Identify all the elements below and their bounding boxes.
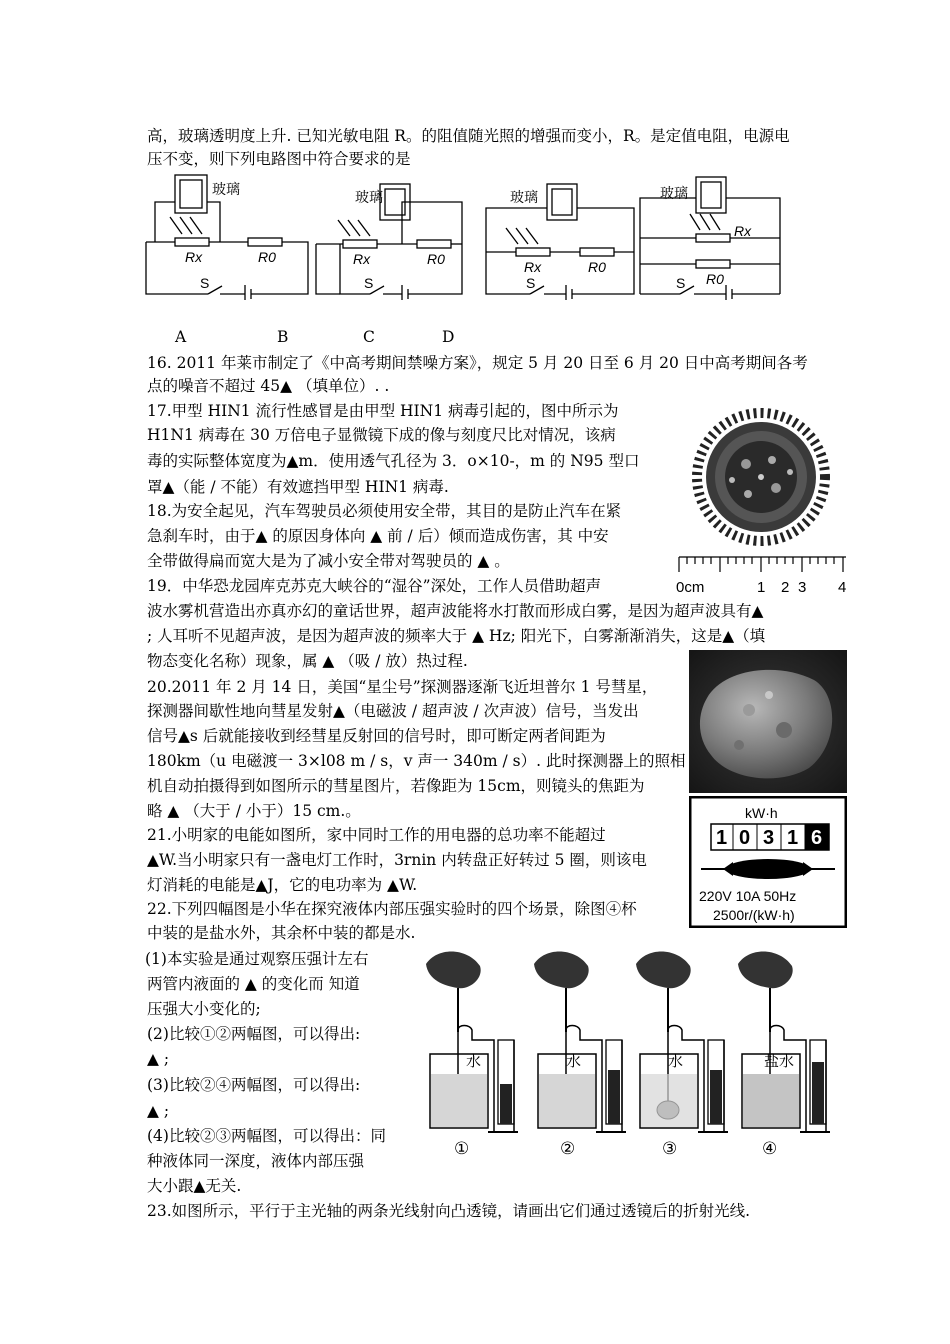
ruler-tick-1: 1 (757, 579, 766, 596)
circuit-diagrams (140, 172, 810, 300)
ruler-tick-3: 3 (798, 579, 807, 596)
meter-digit-3: 3 (763, 827, 775, 849)
q22-line-1: 22.下列四幅图是小华在探究液体内部压强实验时的四个场景，除图④杯 (147, 900, 637, 918)
switch-label-c: S (526, 275, 536, 291)
option-d-label: D (442, 328, 455, 346)
meter-unit: kW·h (745, 805, 778, 821)
q16-line-2: 点的噪音不超过 45▲ （填单位）. . (147, 377, 390, 395)
ruler-tick-0: 0cm (676, 579, 705, 596)
rx-label-d: Rx (734, 223, 752, 239)
option-a-label: A (175, 328, 187, 346)
pressure-experiment-figure (418, 944, 838, 1160)
r0-label-d: R0 (706, 271, 724, 287)
meter-digit-5: 6 (811, 827, 823, 849)
glass-label-a: 玻璃 (212, 181, 240, 197)
q18-line-3: 全带做得扁而宽大是为了减小安全带对驾驶员的 ▲ 。 (147, 552, 510, 570)
q22-part4-b: 种液体同一深度，液体内部压强 (147, 1152, 365, 1170)
q22-part3-a: (3)比较②④两幅图，可以得出: (147, 1076, 361, 1094)
glass-label-d: 玻璃 (660, 185, 688, 201)
q22-part2-a: (2)比较①②两幅图，可以得出: (147, 1025, 361, 1043)
meter-specs: 220V 10A 50Hz (699, 888, 797, 904)
glass-label-c: 玻璃 (510, 189, 538, 205)
beaker-3-number: ③ (662, 1139, 678, 1158)
rx-label-a: Rx (185, 249, 203, 265)
q22-part3-b: ▲ ; (147, 1102, 170, 1120)
q17-line-2: H1N1 病毒在 30 万倍电子显微镜下成的像与刻度尺比对情况，该病 (147, 426, 616, 444)
q20-line-6: 略 ▲ （大于 / 小于）15 cm.。 (147, 802, 361, 820)
q22-part2-b: ▲ ; (147, 1050, 170, 1068)
q17-line-1: 17.甲型 HIN1 流行性感冒是由甲型 HIN1 病毒引起的，图中所示为 (147, 402, 619, 420)
q19-line-3: ; 人耳听不见超声波，是因为超声波的频率大于 ▲ Hz; 阳光下，白雾渐渐消失，这是▲（填 (147, 627, 766, 645)
beaker-3-liquid: 水 (668, 1053, 684, 1070)
beaker-1-liquid: 水 (466, 1053, 482, 1070)
r0-label-a: R0 (258, 249, 276, 265)
option-b-label: B (277, 328, 289, 346)
beaker-2-number: ② (560, 1139, 576, 1158)
intro-line-1: 高，玻璃透明度上升. 已知光敏电阻 R。的阻值随光照的增强而变小，R。是定值电阻，电源电 (147, 127, 790, 145)
beaker-4-number: ④ (762, 1139, 778, 1158)
comet-photo (689, 650, 847, 793)
q22-part1-b: 两管内液面的 ▲ 的变化而 知道 (147, 975, 360, 993)
r0-label-c: R0 (588, 259, 606, 275)
switch-label-b: S (364, 275, 374, 291)
meter-digit-2: 0 (739, 827, 751, 849)
switch-label-a: S (200, 275, 210, 291)
q20-line-1: 20.2011 年 2 月 14 日，美国“星尘号”探测器逐渐飞近坦普尔 1 号彗星， (147, 678, 658, 696)
q18-line-2: 急刹车时，由于▲ 的原因身体向 ▲ 前 / 后）倾而造成伤害，其 中安 (147, 527, 609, 545)
rx-label-b: Rx (353, 251, 371, 267)
q23-line-1: 23.如图所示，平行于主光轴的两条光线射向凸透镜，请画出它们通过透镜后的折射光线. (147, 1202, 751, 1220)
q20-line-5: 机自动拍摄得到如图所示的彗星图片，若像距为 15cm，则镜头的焦距为 (147, 777, 645, 795)
q20-line-3: 信号▲s 后就能接收到经彗星反射回的信号时，即可断定两者间距为 (147, 727, 606, 745)
ruler-tick-4: 4 (838, 579, 847, 596)
q22-part1-c: 压强大小变化的; (147, 1000, 261, 1018)
q22-part4-c: 大小跟▲无关. (147, 1177, 242, 1195)
q16-line-1: 16. 2011 年莱市制定了《中高考期间禁噪方案》，规定 5 月 20 日至 6 月 20 日中高考期间各考 (147, 354, 808, 372)
virus-image (697, 413, 825, 541)
q19-line-1: 19．中华恐龙园库克苏克大峡谷的“湿谷”深处，工作人员借助超声 (147, 577, 602, 595)
q22-line-2: 中装的是盐水外，其余杯中装的都是水. (147, 924, 416, 942)
q20-line-4: 180km（u 电磁渡一 3×l08 m / s，v 声一 340m / s）. 此时探测器上的照相 (147, 752, 686, 770)
q17-line-3: 毒的实际整体宽度为▲m．使用透气孔径为 3．o×10-，m 的 N95 型口 (147, 452, 640, 470)
q19-line-2: 波水雾机营造出亦真亦幻的童话世界，超声波能将水打散而形成白雾，是因为超声波具有▲ (147, 602, 764, 620)
r0-label-b: R0 (427, 251, 445, 267)
electric-meter (689, 796, 847, 928)
meter-digit-1: 1 (716, 827, 728, 849)
ruler-tick-2: 2 (781, 579, 790, 596)
q21-line-2: ▲W.当小明家只有一盏电灯工作时，3rnin 内转盘正好转过 5 圈，则该电 (147, 851, 647, 869)
beaker-1-number: ① (454, 1139, 470, 1158)
option-c-label: C (363, 328, 375, 346)
q19-line-4: 物态变化名称）现象，属 ▲ （吸 / 放）热过程. (147, 652, 468, 670)
q20-line-2: 探测器间歇性地向彗星发射▲（电磁波 / 超声波 / 次声波）信号，当发出 (147, 702, 639, 720)
meter-rate: 2500r/(kW·h) (713, 907, 795, 923)
ruler (679, 557, 846, 572)
glass-label-b: 玻璃 (355, 189, 383, 205)
beaker-4-liquid: 盐水 (764, 1053, 795, 1070)
meter-digit-4: 1 (787, 827, 799, 849)
rx-label-c: Rx (524, 259, 542, 275)
beaker-2-liquid: 水 (566, 1053, 582, 1070)
intro-line-2: 压不变，则下列电路图中符合要求的是 (147, 150, 411, 168)
q22-part4-a: (4)比较②③两幅图，可以得出：同 (147, 1127, 386, 1145)
q17-line-4: 罩▲（能 / 不能）有效遮挡甲型 HIN1 病毒. (147, 478, 449, 496)
q18-line-1: 18.为安全起见，汽车驾驶员必须使用安全带，其目的是防止汽车在紧 (147, 502, 622, 520)
q21-line-3: 灯消耗的电能是▲J，它的电功率为 ▲W. (147, 876, 418, 894)
switch-label-d: S (676, 275, 686, 291)
q22-part1-a: (1)本实验是通过观察压强计左右 (145, 950, 369, 968)
q21-line-1: 21.小明家的电能如图所，家中同时工作的用电器的总功率不能超过 (147, 826, 606, 844)
virus-ruler-figure (676, 402, 850, 600)
